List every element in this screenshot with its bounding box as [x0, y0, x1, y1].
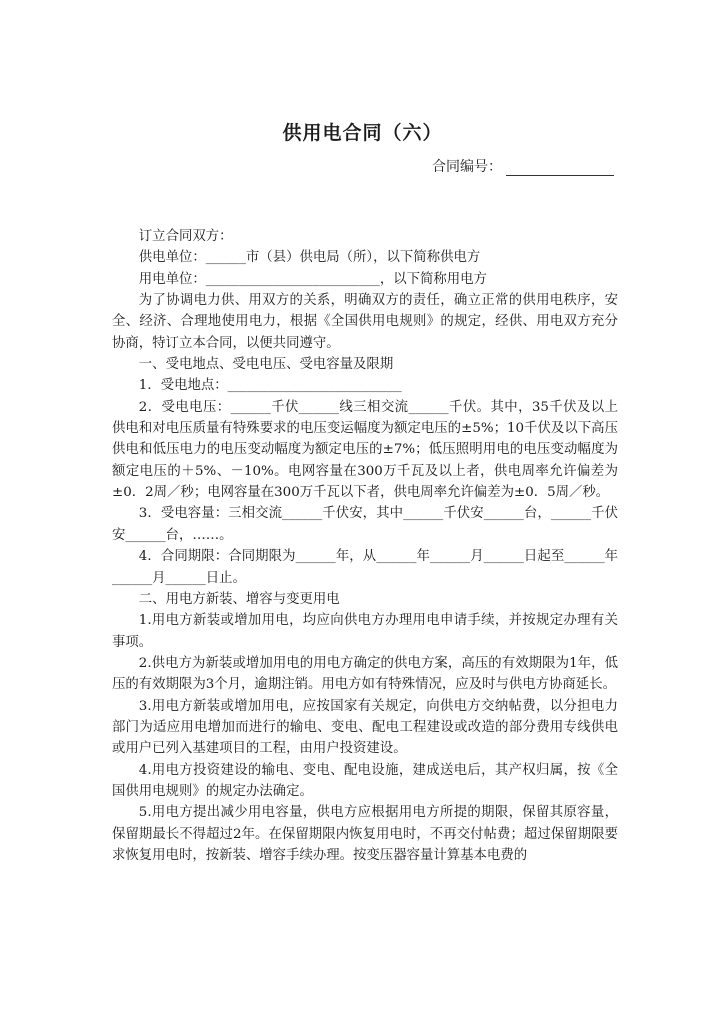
contract-number-blank	[506, 161, 614, 176]
paragraph-consumer: 用电单位：__________________________，以下简称用电方	[138, 271, 487, 287]
clause-2-3: 3.用电方新装或增加用电，应按国家有关规定，向供电方交纳帖费，以分担电力部门为适应用电增加而进行的输电、变电、配电工程建设或改造的部分费用专线供电或用户已列入基建项目的工程，由用户投资建设。	[112, 698, 618, 757]
section-heading-1: 一、受电地点、受电电压、受电容量及限期	[138, 357, 394, 373]
section-heading-2: 二、用电方新装、增容与变更用电	[138, 591, 340, 607]
clause-1-4: 4．合同期限：合同期限为______年，从______年______月______日起至______年______月______日止。	[112, 549, 618, 586]
clause-2-1: 1.用电方新装或增加用电，均应向供电方办理用电申请手续，并按规定办理有关事项。	[112, 613, 618, 650]
contract-number-line	[432, 156, 614, 176]
clause-1-1: 1．受电地点：__________________________	[138, 378, 402, 394]
paragraph-parties-heading: 订立合同双方：	[138, 229, 233, 244]
paragraph-preamble: 为了协调电力供、用双方的关系，明确双方的责任，确立正常的供用电秩序，安全、经济、合理地使用电力，根据《全国供用电规则》的规定，经供、用电双方充分协商，特订立本合同，以便共同遵守。	[112, 293, 618, 351]
contract-number-label: 合同编号：	[432, 159, 502, 175]
document-title: 供用电合同（六）	[282, 122, 443, 144]
document-body	[112, 226, 618, 866]
clause-1-3: 3．受电容量：三相交流______千伏安，其中______千伏安______台，______千伏安______台，……。	[112, 506, 618, 543]
paragraph-supplier: 供电单位：______市（县）供电局（所），以下简称供电方	[138, 250, 481, 266]
clause-1-2: 2．受电电压：______千伏______线三相交流______千伏。其中，35千伏及以上供电和对电压质量有特殊要求的电压变运幅度为额定电压的±5%；10千伏及以下高压供电和低压电力的电压变动幅度为额定电压的±7%；低压照明用电的电压变动幅度为额定电压的＋5%、－10%。电网容量在300万千瓦及以上者，供电周率允许偏差为±0．2周／秒；电网容量在300万千瓦以下者，供电周率允许偏差为±0．5周／秒。	[112, 399, 618, 501]
clause-2-5: 5.用电方提出减少用电容量，供电方应根据用电方所提的期限，保留其原容量，保留期最长不得超过2年。在保留期限内恢复用电时，不再交付帖费；超过保留期限要求恢复用电时，按新装、增容手续办理。按变压器容量计算基本电费的	[112, 805, 618, 863]
clause-2-4: 4.用电方投资建设的输电、变电、配电设施，建成送电后，其产权归属，按《全国供用电规则》的规定办法确定。	[112, 762, 618, 799]
clause-2-2: 2.供电方为新装或增加用电的用电方确定的供电方案，高压的有效期限为1年，低压的有效期限为3个月，逾期注销。用电方如有特殊情况，应及时与供电方协商延长。	[112, 655, 618, 693]
